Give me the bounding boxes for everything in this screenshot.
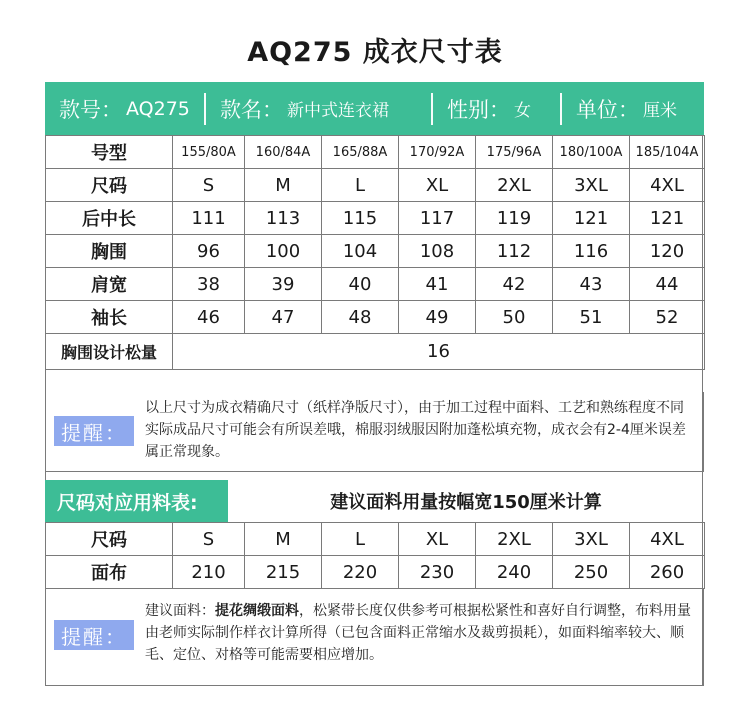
row-header: 后中长 [46,202,173,235]
table-cell: 112 [476,235,553,268]
table-cell: 210 [173,556,245,589]
table-cell: 47 [245,301,322,334]
ease-value: 16 [173,334,705,370]
table-cell: 108 [399,235,476,268]
table-row [46,235,705,268]
table-cell: S [173,169,245,202]
table-cell: 39 [245,268,322,301]
table-cell: 43 [553,268,630,301]
fabric-note-body: ，松紧带长度仅供参考可根据松紧性和喜好自行调整，布料用量由老师实际制作样衣计算所得（已包含面料正常缩水及裁剪损耗），如面料缩率较大、顺毛、定位、对格等可能需要相应增加。 [145,603,691,663]
table-cell: 175/96A [476,136,553,169]
table-cell: 220 [322,556,399,589]
table-cell: 41 [399,268,476,301]
row-header: 面布 [46,556,173,589]
gender-label: 性别： [447,97,510,122]
table-cell: 180/100A [553,136,630,169]
page-title: AQ275 成衣尺寸表 [247,37,503,68]
gender-value: 女 [514,101,531,121]
table-cell: M [245,169,322,202]
table-cell: 2XL [476,523,553,556]
table-cell: 121 [630,202,705,235]
table-cell: 52 [630,301,705,334]
info-divider [560,93,562,125]
style-name-value: 新中式连衣裙 [287,101,389,121]
row-header: 胸围 [46,235,173,268]
table-row [46,268,705,301]
table-cell: 38 [173,268,245,301]
ease-label: 胸围设计松量 [46,334,173,370]
table-cell: 48 [322,301,399,334]
info-divider [204,93,206,125]
table-row [46,136,705,169]
fabric-section-title: 尺码对应用料表: [45,480,228,522]
fabric-section-header [45,480,704,522]
table-cell: 160/84A [245,136,322,169]
table-cell: 155/80A [173,136,245,169]
table-cell: XL [399,169,476,202]
unit-label: 单位： [576,97,639,122]
table-cell: XL [399,523,476,556]
table-cell: 185/104A [630,136,705,169]
table-cell: 113 [245,202,322,235]
table-cell: 170/92A [399,136,476,169]
reminder-box [45,392,704,472]
table-cell: M [245,523,322,556]
table-cell: 44 [630,268,705,301]
table-cell: 116 [553,235,630,268]
info-bar [45,82,704,135]
row-header: 肩宽 [46,268,173,301]
table-cell: S [173,523,245,556]
table-cell: 49 [399,301,476,334]
style-name [206,94,431,124]
table-cell: 115 [322,202,399,235]
style-name-label: 款名： [220,97,283,122]
reminder-tag: 提醒： [54,620,134,650]
reminder-tag: 提醒： [54,416,134,446]
table-row [46,202,705,235]
table-cell: 215 [245,556,322,589]
table-cell: 111 [173,202,245,235]
style-no-value: AQ275 [126,97,190,120]
table-cell: L [322,523,399,556]
style-no [45,94,204,124]
table-cell: 42 [476,268,553,301]
table-cell: 4XL [630,169,705,202]
gender [433,94,560,124]
table-cell: 250 [553,556,630,589]
table-cell: 50 [476,301,553,334]
unit [562,94,704,124]
table-cell: 165/88A [322,136,399,169]
table-row [46,523,705,556]
fabric-prefix: 建议面料： [145,603,215,619]
table-cell: L [322,169,399,202]
fabric-reminder-text [145,600,693,666]
info-divider [431,93,433,125]
table-cell: 3XL [553,523,630,556]
row-header: 尺码 [46,169,173,202]
table-cell: 96 [173,235,245,268]
fabric-width-note: 建议面料用量按幅宽150厘米计算 [330,492,602,513]
table-cell: 119 [476,202,553,235]
table-cell: 117 [399,202,476,235]
row-header: 袖长 [46,301,173,334]
table-row [46,334,705,370]
table-row [46,169,705,202]
table-cell: 230 [399,556,476,589]
row-header: 号型 [46,136,173,169]
table-cell: 120 [630,235,705,268]
table-row [46,301,705,334]
size-table [45,135,705,370]
fabric-name: 提花绸缎面料 [215,603,299,619]
table-cell: 2XL [476,169,553,202]
table-cell: 46 [173,301,245,334]
table-cell: 40 [322,268,399,301]
fabric-table [45,522,705,589]
table-cell: 4XL [630,523,705,556]
unit-value: 厘米 [643,101,677,121]
fabric-reminder-box [45,588,704,686]
reminder-text: 以上尺寸为成衣精确尺寸（纸样净版尺寸），由于加工过程中面料、工艺和熟练程度不同实际成品尺寸可能会有所误差哦，棉服羽绒服因附加蓬松填充物，成衣会有2-4厘米误差属正常现象。 [145,400,686,460]
table-cell: 121 [553,202,630,235]
table-cell: 51 [553,301,630,334]
table-cell: 3XL [553,169,630,202]
table-cell: 100 [245,235,322,268]
style-no-label: 款号： [59,97,122,122]
table-cell: 240 [476,556,553,589]
table-cell: 104 [322,235,399,268]
table-cell: 260 [630,556,705,589]
row-header: 尺码 [46,523,173,556]
table-row [46,556,705,589]
